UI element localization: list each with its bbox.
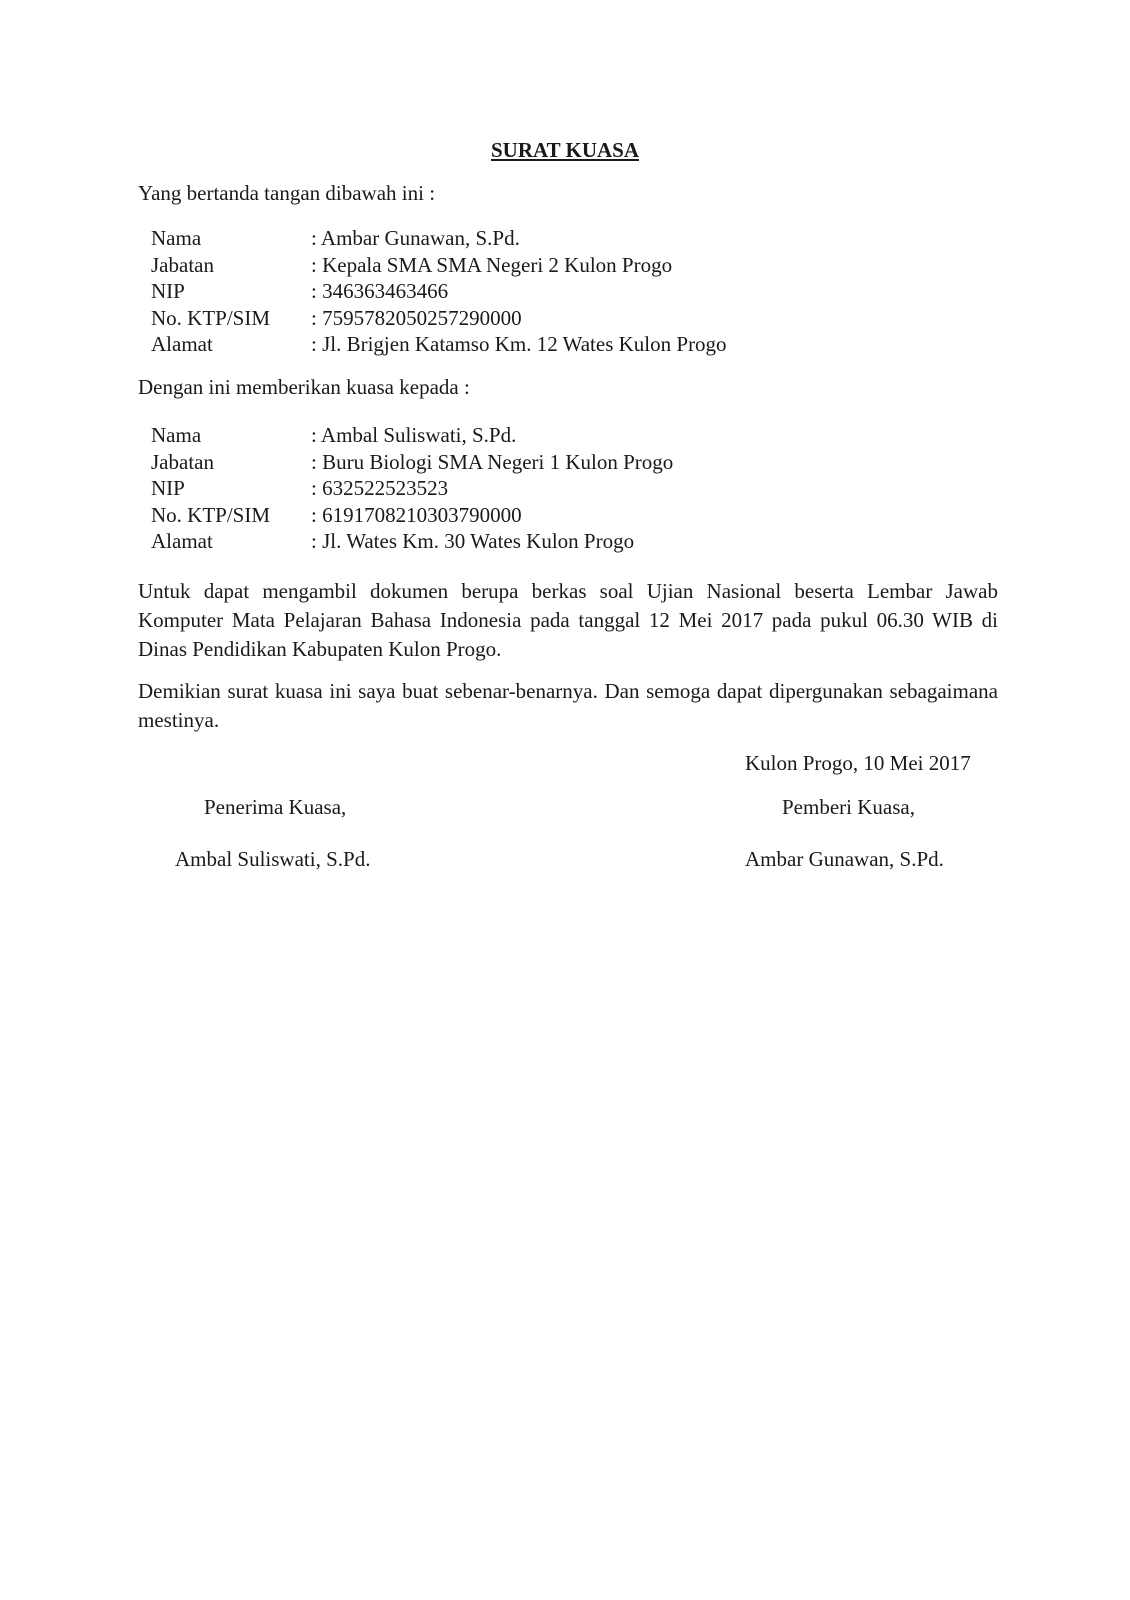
closing-paragraph: Demikian surat kuasa ini saya buat sebenar-benarnya. Dan semoga dapat dipergunakan sebagaimana mestinya.: [138, 679, 998, 732]
grantee-intro: Dengan ini memberikan kuasa kepada :: [138, 375, 470, 399]
giver-signature-name: Ambar Gunawan, S.Pd.: [745, 847, 944, 871]
field-value: : 632522523523: [311, 476, 449, 500]
field-value: : Jl. Wates Km. 30 Wates Kulon Progo: [311, 529, 635, 553]
giver-signature-heading: Pemberi Kuasa,: [782, 795, 915, 819]
field-label: Alamat: [151, 529, 213, 553]
field-label: NIP: [151, 476, 185, 500]
grantor-intro: Yang bertanda tangan dibawah ini :: [138, 181, 436, 205]
field-label: No. KTP/SIM: [151, 305, 271, 330]
field-value: : Kepala SMA SMA Negeri 2 Kulon Progo: [311, 252, 673, 277]
field-value: : 6191708210303790000: [311, 502, 522, 527]
document-title: SURAT KUASA: [490, 138, 639, 162]
place-date: Kulon Progo, 10 Mei 2017: [745, 751, 971, 775]
field-value: : 346363463466: [311, 279, 449, 303]
recipient-signature-name: Ambal Suliswati, S.Pd.: [175, 847, 371, 871]
field-label: Nama: [151, 226, 202, 250]
field-label: NIP: [151, 279, 185, 303]
recipient-signature-heading: Penerima Kuasa,: [204, 795, 347, 819]
field-label: Jabatan: [151, 252, 214, 277]
field-value: : Ambal Suliswati, S.Pd.: [311, 423, 517, 447]
field-value: : Ambar Gunawan, S.Pd.: [311, 226, 520, 250]
purpose-paragraph: Untuk dapat mengambil dokumen berupa berkas soal Ujian Nasional beserta Lembar Jawab Komputer Mata Pelajaran Bahasa Indonesia pada tanggal 12 Mei 2017 pada pukul 06.30 WIB di Dinas Pendidikan Kabupaten Kulon Progo.: [138, 579, 998, 661]
field-label: Alamat: [151, 332, 213, 356]
field-value: : Buru Biologi SMA Negeri 1 Kulon Progo: [311, 449, 674, 474]
field-label: Jabatan: [151, 449, 214, 474]
field-label: No. KTP/SIM: [151, 502, 271, 527]
field-label: Nama: [151, 423, 202, 447]
field-value: : 7595782050257290000: [311, 305, 522, 330]
field-value: : Jl. Brigjen Katamso Km. 12 Wates Kulon Progo: [311, 332, 727, 356]
